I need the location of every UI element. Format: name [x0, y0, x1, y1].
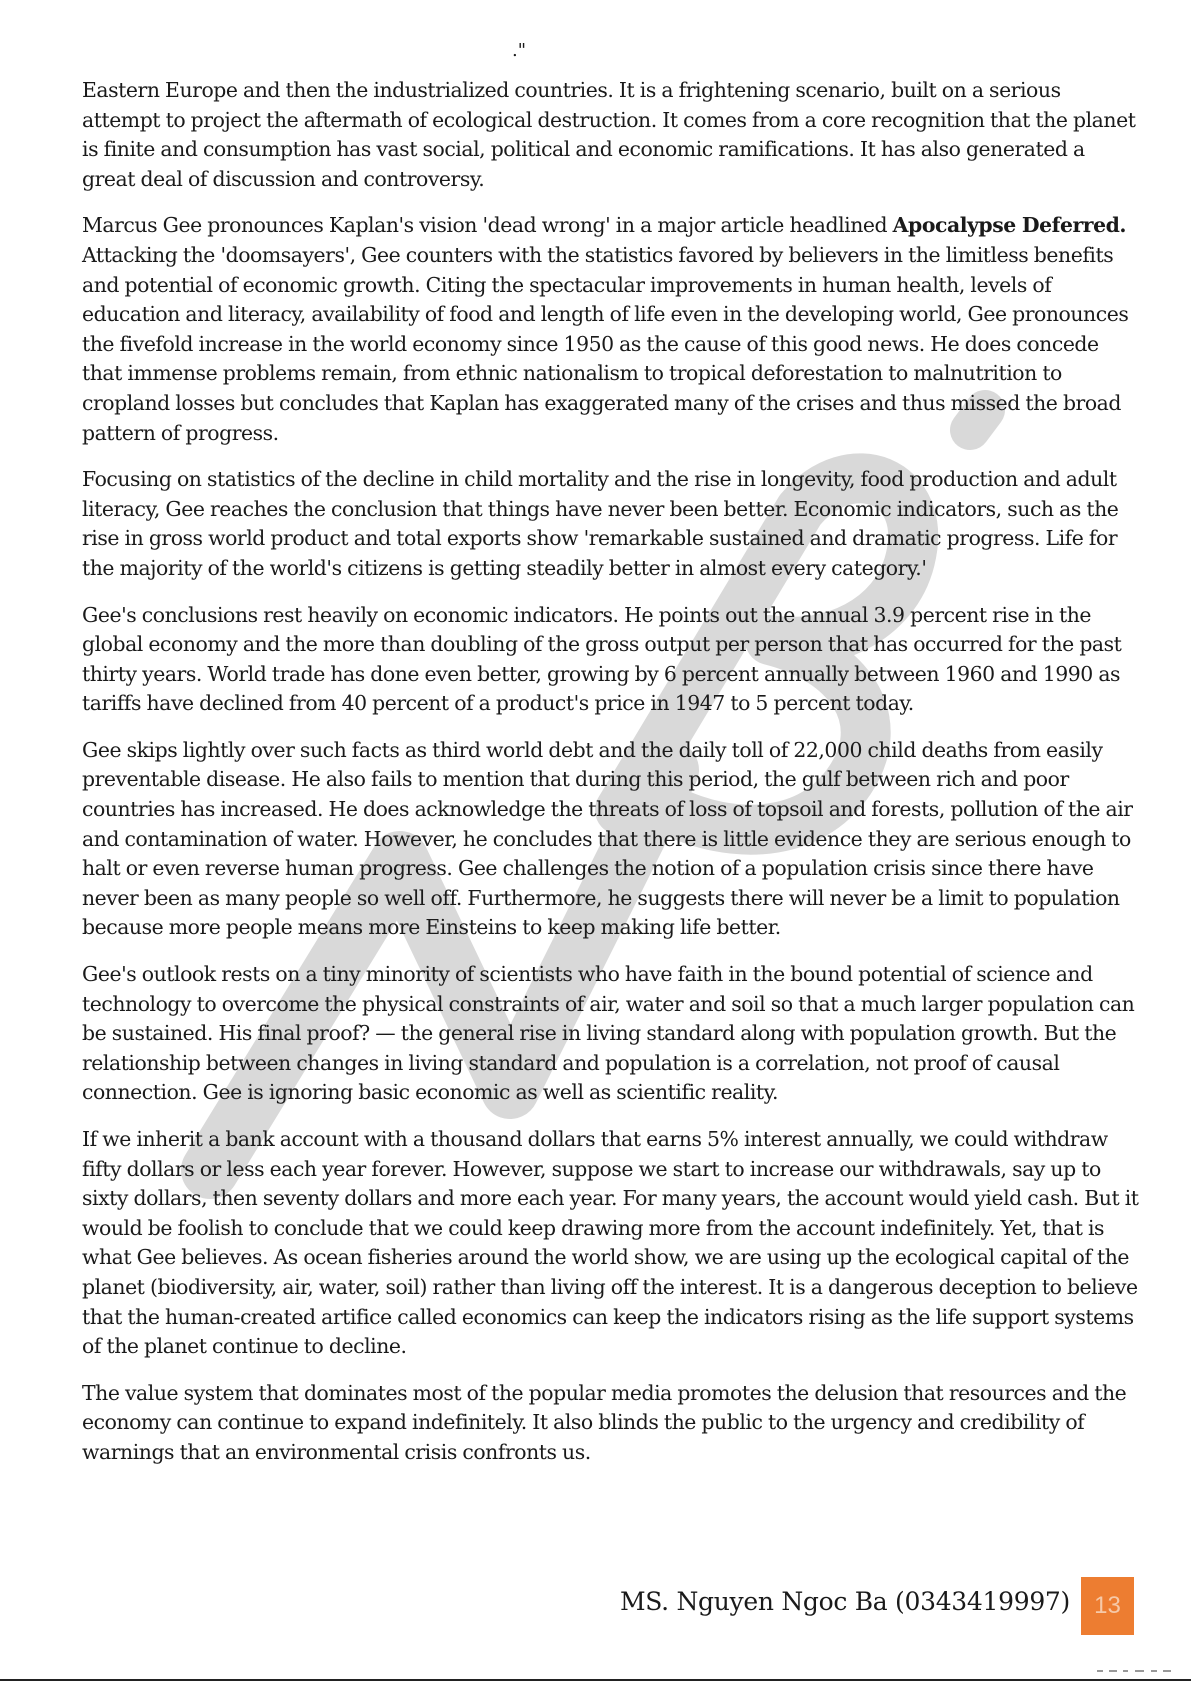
paragraph-2-lead: Marcus Gee pronounces Kaplan's vision 'dead wrong' in a major article headlined — [82, 213, 893, 238]
paragraph-6: Gee's outlook rests on a tiny minority of scientists who have faith in the bound potential of science and technology to overcome the physical constraints of air, water and soil so that a much larger population can be sustained. His final proof? — the general rise in living standard along with population growth. But the relationship between changes in living standard and population is a correlation, not proof of causal connection. Gee is ignoring basic economic as well as scientific reality. — [82, 962, 1135, 1105]
article-headline-title: Apocalypse Deferred. — [892, 213, 1127, 238]
paragraph-5: Gee skips lightly over such facts as third world debt and the daily toll of 22,000 child deaths from easily preventable disease. He also fails to mention that during this period, the gulf between rich and poor countries has increased. He does acknowledge the threats of loss of topsoil and forests, pollution of the air and contamination of water. However, he concludes that there is little evidence they are serious enough to halt or even reverse human progress. Gee challenges the notion of a population crisis since there have never been as many people so well off. Furthermore, he suggests there will never be a limit to population because more people means more Einsteins to keep making life better. — [82, 737, 1133, 940]
paragraph-3: Focusing on statistics of the decline in child mortality and the rise in longevity, food production and adult literacy, Gee reaches the conclusion that things have never been better. Economic indicators, such as the rise in gross world product and total exports show 'remarkable sustained and dramatic progress. Life for the majority of the world's citizens is getting steadily better in almost every category.' — [82, 467, 1119, 580]
page-number-badge: 13 — [1081, 1577, 1134, 1635]
document-body — [82, 76, 1142, 1485]
paragraph-2 — [82, 211, 1142, 448]
paragraph-2-rest: Attacking the 'doomsayers', Gee counters with the statistics favored by believers in the limitless benefits and potential of economic growth. Citing the spectacular improvements in human health, levels of education and literacy, availability of food and length of life even in the developing world, Gee pronounces the fivefold increase in the world economy since 1950 as the cause of this good news. He does concede that immense problems remain, from ethnic nationalism to tropical deforestation to malnutrition to cropland losses but concludes that Kaplan has exaggerated many of the crises and thus missed the broad pattern of progress. — [82, 242, 1129, 445]
paragraph-8: The value system that dominates most of the popular media promotes the delusion that resources and the economy can continue to expand indefinitely. It also blinds the public to the urgency and credibility of warnings that an environmental crisis confronts us. — [82, 1380, 1127, 1464]
footer-divider — [0, 1679, 1191, 1681]
paragraph-1: Eastern Europe and then the industrialized countries. It is a frightening scenario, built on a serious attempt to project the aftermath of ecological destruction. It comes from a core recognition that the planet is finite and consumption has vast social, political and economic ramifications. It has also generated a great deal of discussion and controversy. — [82, 78, 1136, 191]
footer-dots-decoration — [1095, 1668, 1175, 1674]
paragraph-4: Gee's conclusions rest heavily on economic indicators. He points out the annual 3.9 percent rise in the global economy and the more than doubling of the gross output per person that has occurred for the past thirty years. World trade has done even better, growing by 6 percent annually between 1960 and 1990 as tariffs have declined from 40 percent of a product's price in 1947 to 5 percent today. — [82, 602, 1122, 716]
paragraph-7: If we inherit a bank account with a thousand dollars that earns 5% interest annually, we could withdraw fifty dollars or less each year forever. However, suppose we start to increase our withdrawals, say up to sixty dollars, then seventy dollars and more each year. For many years, the account would yield cash. But it would be foolish to conclude that we could keep drawing more from the account indefinitely. Yet, that is what Gee believes. As ocean fisheries around the world show, we are using up the ecological capital of the planet (biodiversity, air, water, soil) rather than living off the interest. It is a dangerous deception to believe that the human-created artifice called economics can keep the indicators rising as the life support systems of the planet continue to decline. — [82, 1127, 1139, 1359]
page-top-mark: ." — [512, 40, 527, 61]
footer-author: MS. Nguyen Ngoc Ba (0343419997) — [619, 1587, 1070, 1616]
